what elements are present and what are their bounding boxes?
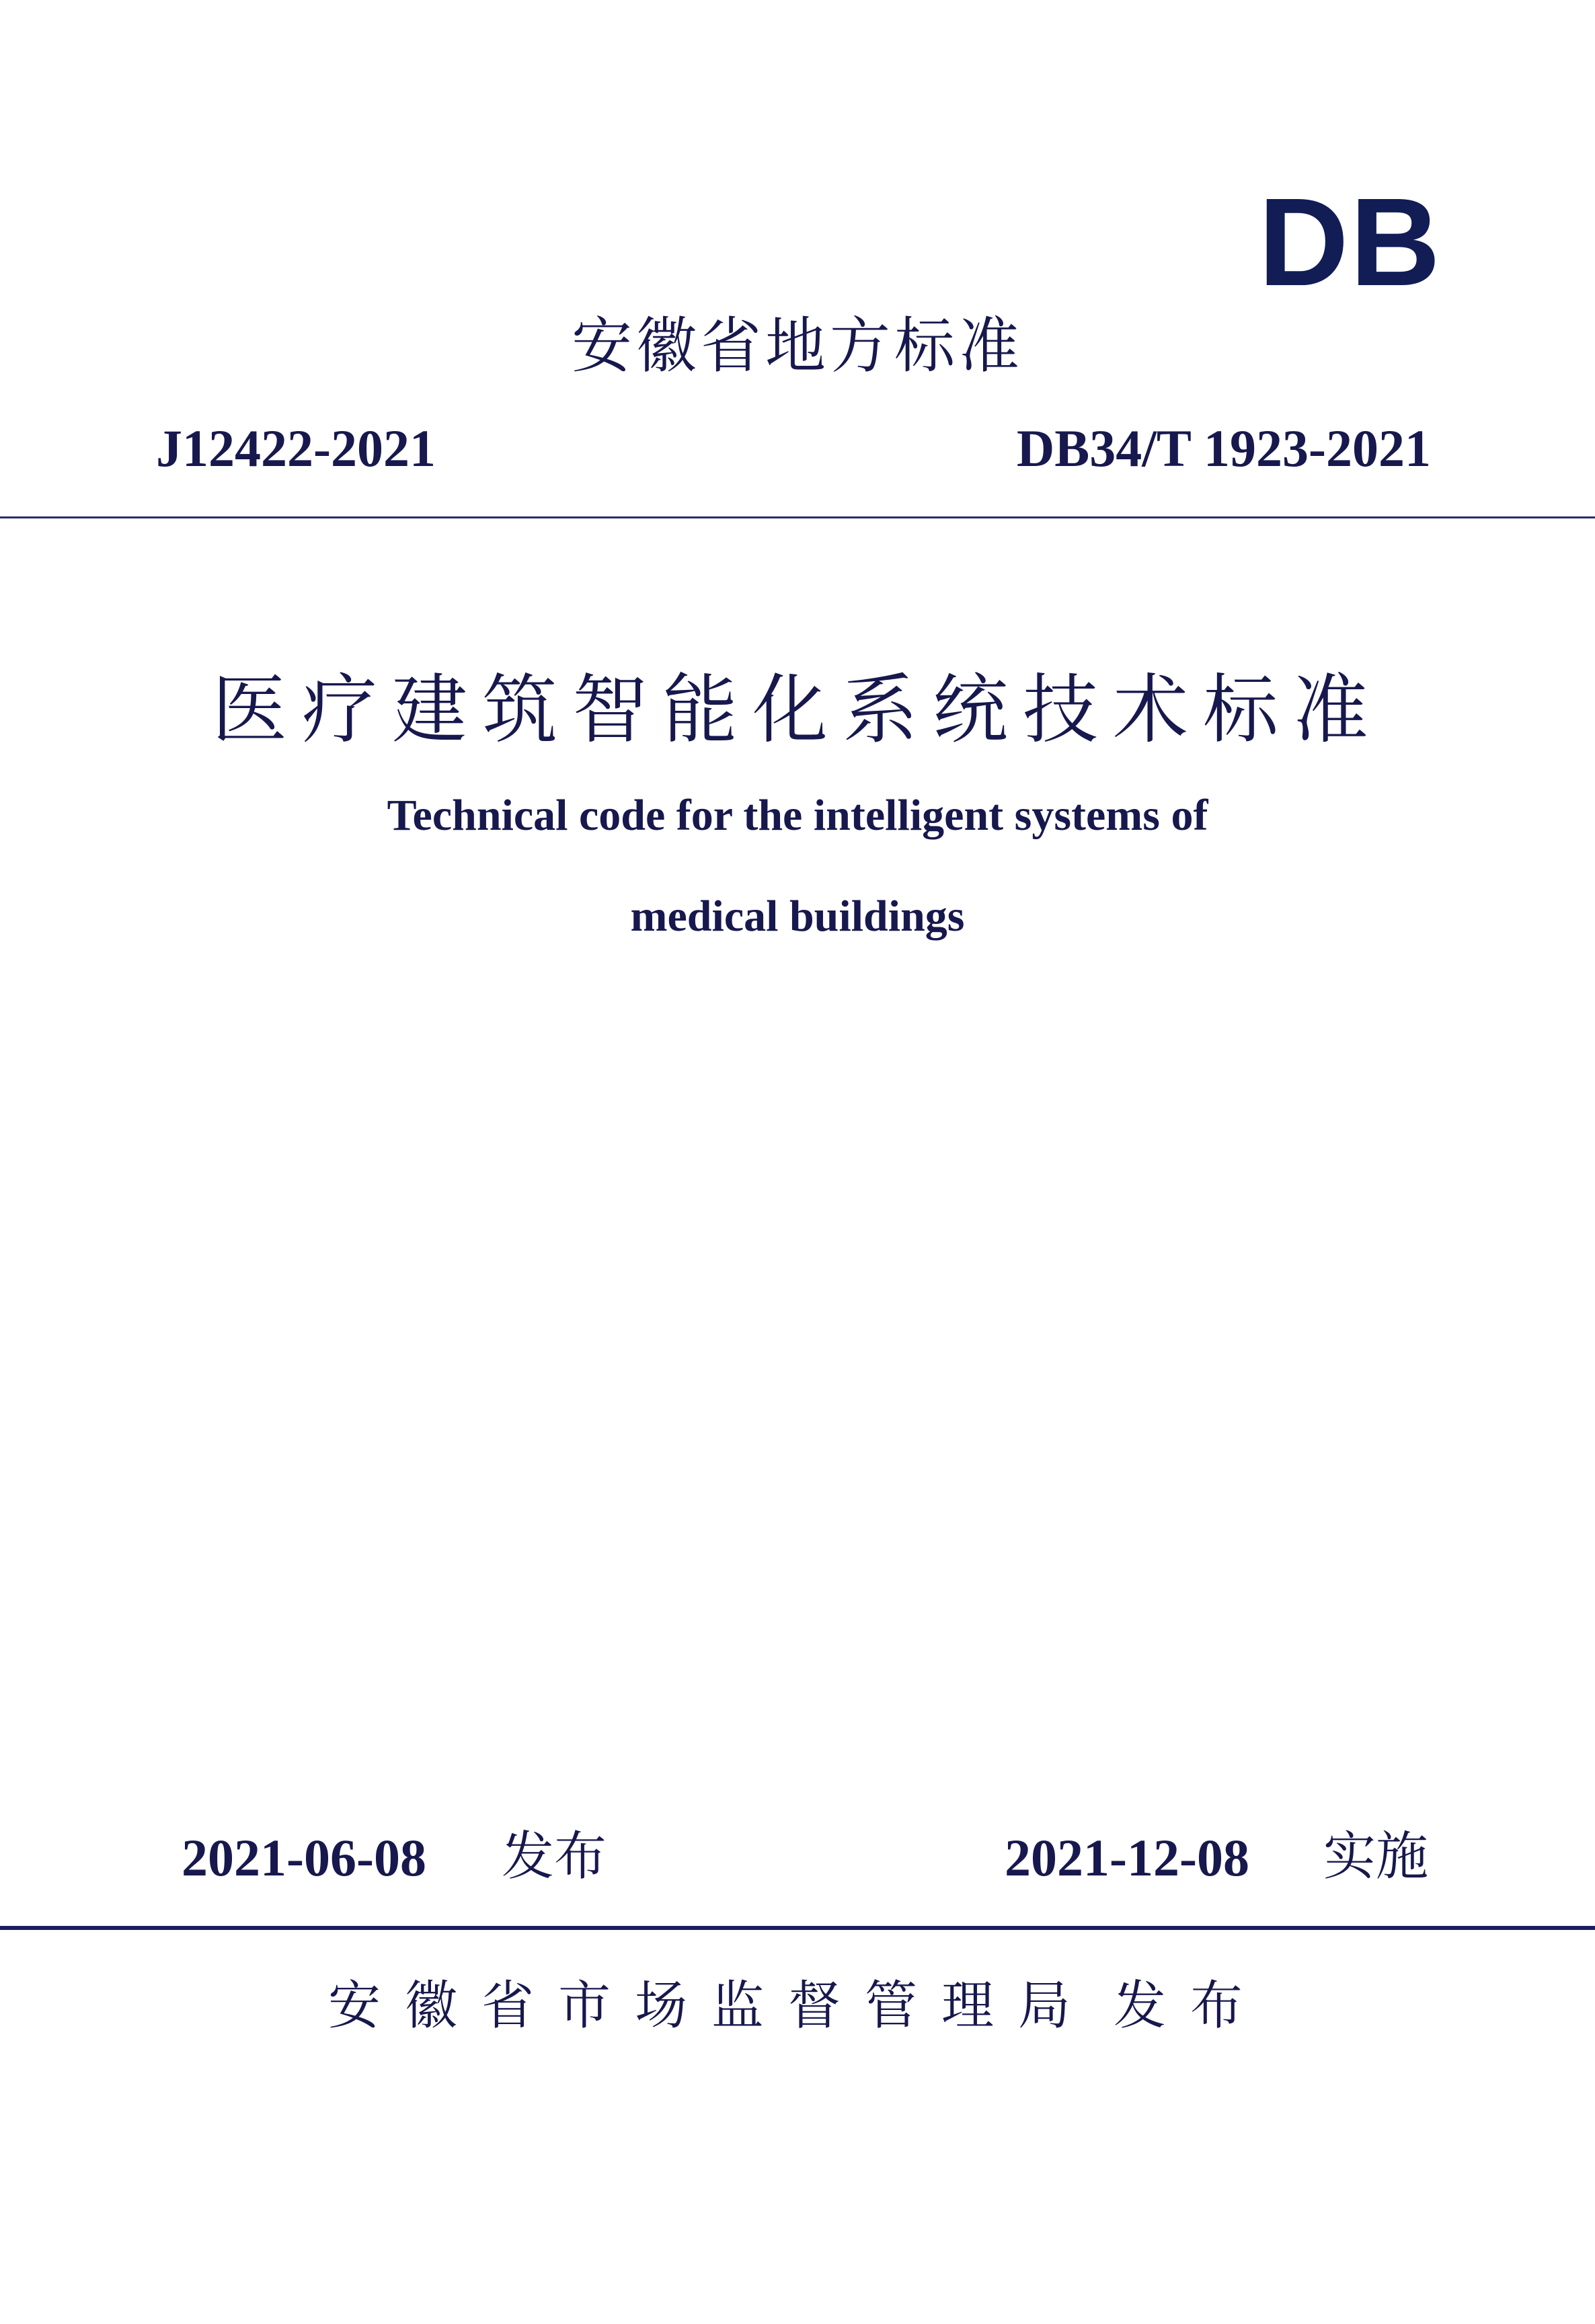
standard-number: DB34/T 1923-2021 (1016, 419, 1431, 477)
publish-label: 发布 (502, 1826, 607, 1887)
publish-date: 2021-06-08 (182, 1828, 426, 1887)
db-logo-mark: DB (1258, 173, 1442, 312)
document-title-english-line1: Technical code for the intelligent systems of (387, 791, 1208, 840)
registration-code: J12422-2021 (156, 419, 436, 477)
implement-date: 2021-12-08 (1005, 1828, 1249, 1887)
standard-type-heading: 安徽省地方标准 (572, 311, 1023, 381)
document-title-chinese: 医疗建筑智能化系统技术标准 (212, 666, 1383, 754)
issuing-authority: 安徽省市场监督管理局 (328, 1976, 1095, 2036)
footer-divider (0, 1926, 1595, 1930)
header-divider (0, 516, 1595, 518)
document-title-english-line2: medical buildings (630, 892, 965, 941)
implement-label: 实施 (1323, 1826, 1429, 1887)
issuer-action-label: 发布 (1114, 1976, 1268, 2036)
